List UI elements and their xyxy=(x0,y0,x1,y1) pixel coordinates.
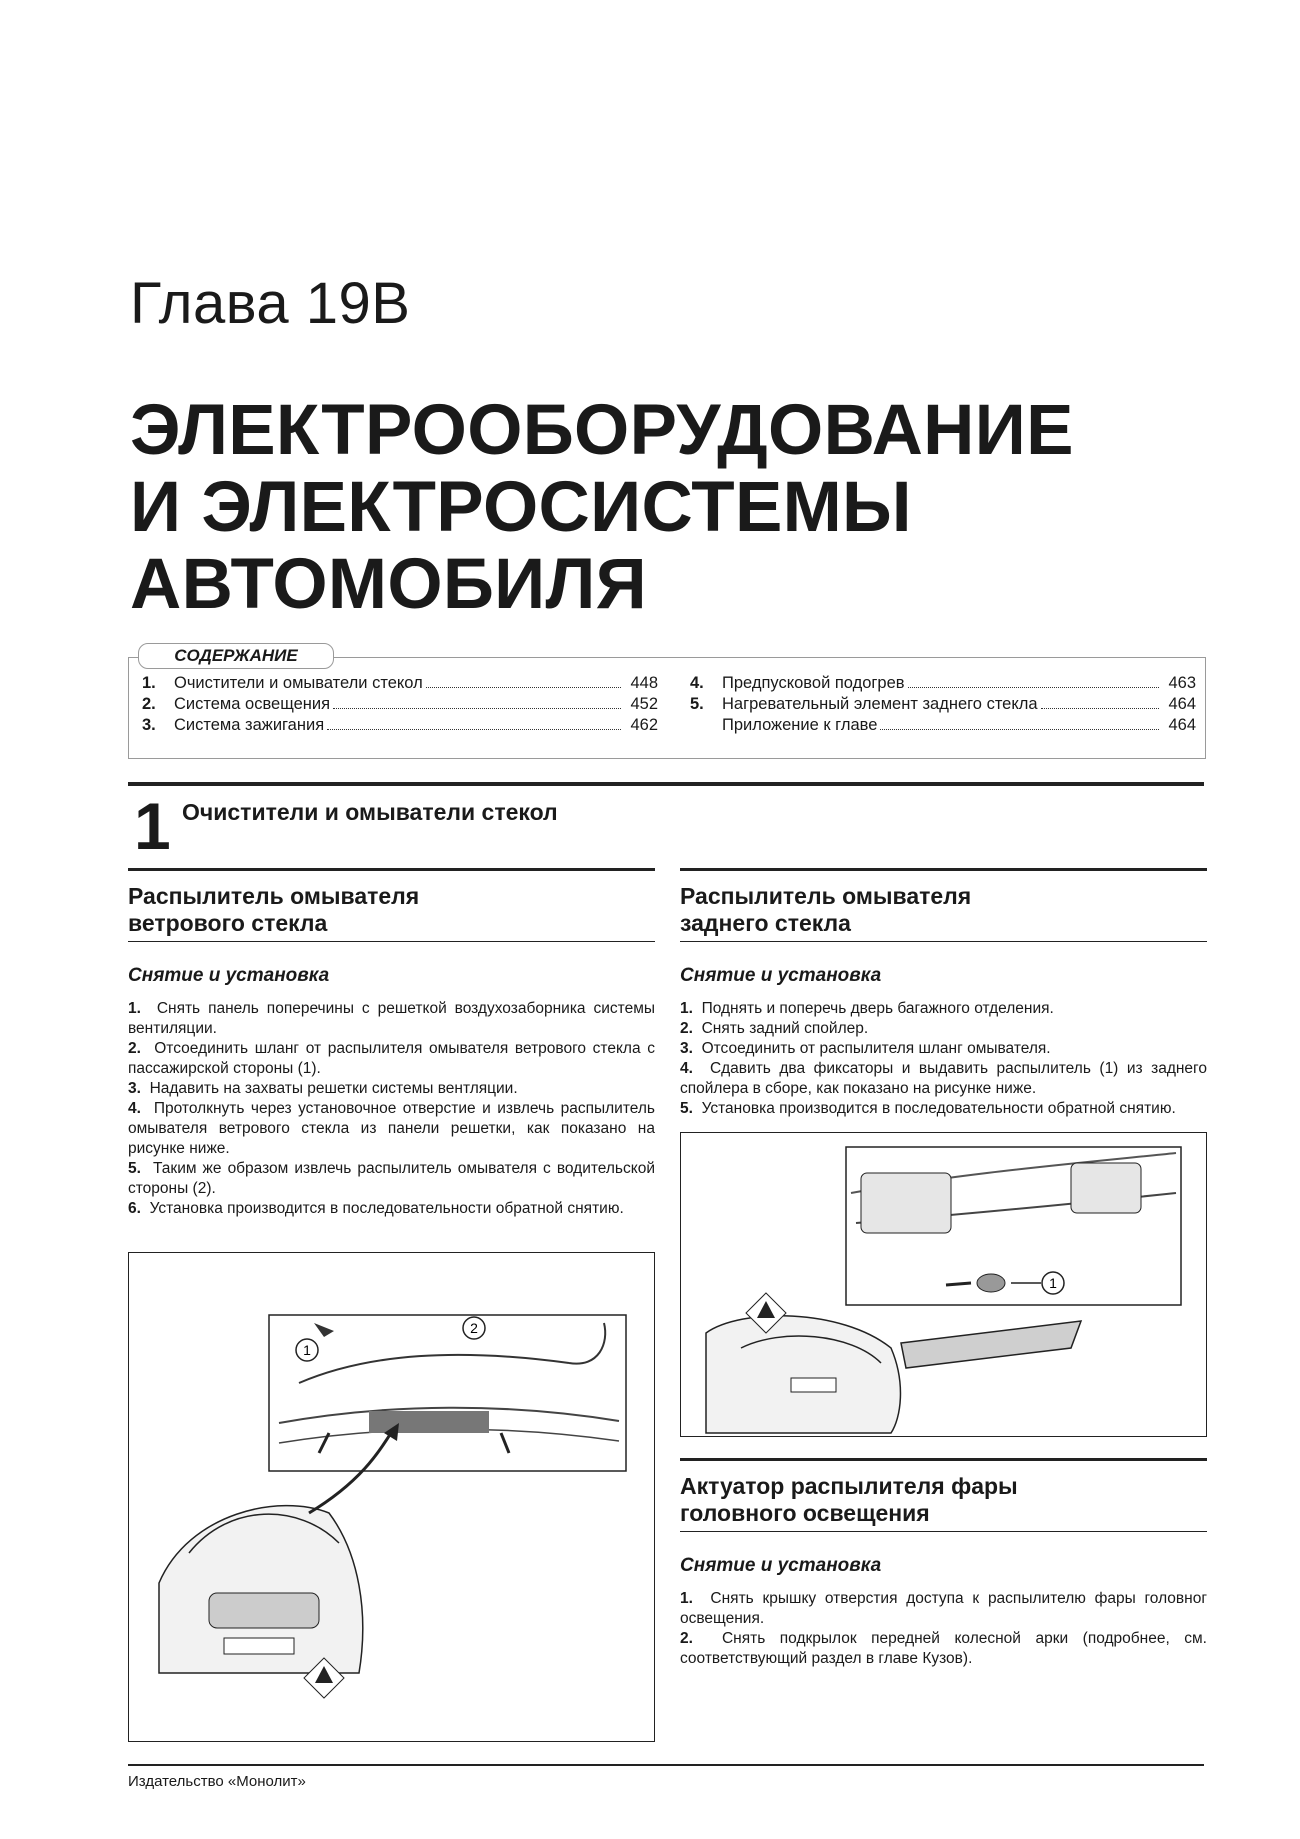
step-item xyxy=(128,1159,655,1199)
step-item xyxy=(680,1099,1207,1119)
toc-entry[interactable] xyxy=(690,715,1196,736)
subsection-title-line: Распылитель омывателя xyxy=(128,883,420,909)
step-text: Сдавить два фиксаторы и выдавить распылитель (1) из заднего спойлера в сборе, как показано на рисунке ниже. xyxy=(680,1060,1207,1097)
subsection-title-line: ветрового стекла xyxy=(128,910,328,936)
subsection-title xyxy=(128,883,655,942)
toc-entry-title: Предпусковой подогрев xyxy=(722,674,905,692)
procedure-heading: Снятие и установка xyxy=(680,1555,882,1576)
subsection-rule xyxy=(680,1458,1207,1461)
step-item xyxy=(680,1039,1207,1059)
chapter-title-line: ЭЛЕКТРООБОРУДОВАНИЕ xyxy=(130,391,1074,470)
rear-washer-figure xyxy=(680,1132,1207,1437)
step-text: Снять панель поперечины с решеткой воздухозаборника системы вентиляции. xyxy=(128,1000,655,1037)
toc-leader xyxy=(880,729,1159,730)
toc-entry-page: 464 xyxy=(1168,716,1196,734)
step-item xyxy=(128,999,655,1039)
step-text: Снять подкрылок передней колесной арки (подробнее, см. соответствующий раздел в главе Кузов). xyxy=(680,1630,1207,1667)
toc-heading: СОДЕРЖАНИЕ xyxy=(138,643,334,669)
chapter-title xyxy=(130,392,1074,623)
chapter-label: Глава 19В xyxy=(130,271,411,336)
publisher-label: Издательство «Монолит» xyxy=(128,1773,306,1790)
step-text: Установка производится в последовательности обратной снятию. xyxy=(701,1100,1176,1117)
chapter-title-line: АВТОМОБИЛЯ xyxy=(130,545,647,624)
toc-entry[interactable] xyxy=(690,694,1196,715)
chapter-title-line: И ЭЛЕКТРОСИСТЕМЫ xyxy=(130,468,912,547)
callout-label: 1 xyxy=(1049,1275,1057,1291)
step-item xyxy=(680,999,1207,1019)
procedure-heading: Снятие и установка xyxy=(128,965,330,986)
step-number: 5. xyxy=(680,1100,693,1117)
toc-entry-page: 462 xyxy=(630,716,658,734)
toc-entry-title: Очистители и омыватели стекол xyxy=(174,674,423,692)
callout-label: 2 xyxy=(470,1320,478,1336)
toc-entry-number: 2. xyxy=(142,695,156,713)
section-number: 1 xyxy=(134,789,171,863)
subsection-title xyxy=(680,1473,1207,1532)
subsection-rule xyxy=(680,868,1207,871)
step-number: 2. xyxy=(128,1040,141,1057)
right-column xyxy=(680,868,1207,1119)
toc-leader xyxy=(908,687,1159,688)
toc-entry[interactable] xyxy=(142,715,658,736)
subsection-title-line: Актуатор распылителя фары xyxy=(680,1473,1018,1499)
step-number: 3. xyxy=(128,1080,141,1097)
toc-right-column xyxy=(690,673,1196,736)
toc-leader xyxy=(426,687,621,688)
step-text: Отсоединить шланг от распылителя омывателя ветрового стекла с пассажирской стороны (1). xyxy=(128,1040,655,1077)
procedure-heading: Снятие и установка xyxy=(680,965,882,986)
toc-leader xyxy=(327,729,621,730)
toc-entry-number: 1. xyxy=(142,674,156,692)
toc-leader xyxy=(333,708,621,709)
step-item xyxy=(128,1099,655,1159)
toc-entry[interactable] xyxy=(142,694,658,715)
toc-entry-title: Приложение к главе xyxy=(722,716,878,734)
toc-leader xyxy=(1041,708,1159,709)
step-number: 2. xyxy=(680,1020,693,1037)
toc-entry-title: Система зажигания xyxy=(174,716,325,734)
toc-entry-page: 464 xyxy=(1168,695,1196,713)
toc-entry-page: 452 xyxy=(630,695,658,713)
toc-entry-page: 448 xyxy=(630,674,658,692)
step-number: 2. xyxy=(680,1630,693,1647)
toc-entry-number: 4. xyxy=(690,674,704,692)
step-text: Отсоединить от распылителя шланг омывателя. xyxy=(701,1040,1051,1057)
subsection-title xyxy=(680,883,1207,942)
step-item xyxy=(680,1059,1207,1099)
step-number: 1. xyxy=(680,1000,693,1017)
subsection-title-line: Распылитель омывателя xyxy=(680,883,972,909)
step-item xyxy=(128,1079,655,1099)
step-list xyxy=(680,999,1207,1119)
section-rule xyxy=(128,782,1204,786)
step-number: 4. xyxy=(128,1100,141,1117)
step-text: Таким же образом извлечь распылитель омывателя с водительской стороны (2). xyxy=(128,1160,655,1197)
toc-entry[interactable] xyxy=(690,673,1196,694)
step-text: Поднять и поперечь дверь багажного отделения. xyxy=(701,1000,1054,1017)
left-column xyxy=(128,868,655,1219)
toc-entry-number: 5. xyxy=(690,695,704,713)
step-text: Снять задний спойлер. xyxy=(701,1020,869,1037)
step-text: Надавить на захваты решетки системы вентляции. xyxy=(149,1080,518,1097)
step-list xyxy=(128,999,655,1219)
step-number: 5. xyxy=(128,1160,141,1177)
right-column-lower xyxy=(680,1458,1207,1669)
step-number: 3. xyxy=(680,1040,693,1057)
step-item xyxy=(680,1019,1207,1039)
windshield-washer-illustration xyxy=(129,1253,654,1741)
toc-entry-page: 463 xyxy=(1168,674,1196,692)
subsection-title-line: головного освещения xyxy=(680,1500,930,1526)
step-number: 1. xyxy=(680,1590,693,1607)
step-number: 6. xyxy=(128,1200,141,1217)
step-text: Протолкнуть через установочное отверстие и извлечь распылитель омывателя ветрового стекла из панели решетки, как показано на рисунке ниже. xyxy=(128,1100,655,1157)
step-item xyxy=(128,1199,655,1219)
step-number: 1. xyxy=(128,1000,141,1017)
toc-entry-number: 3. xyxy=(142,716,156,734)
toc-entry-title: Нагревательный элемент заднего стекла xyxy=(722,695,1038,713)
step-number: 4. xyxy=(680,1060,693,1077)
step-item xyxy=(680,1629,1207,1669)
step-text: Снять крышку отверстия доступа к распылителю фары головног освещения. xyxy=(680,1590,1207,1627)
step-item xyxy=(680,1589,1207,1629)
step-item xyxy=(128,1039,655,1079)
footer-rule xyxy=(128,1764,1204,1766)
toc-entry[interactable] xyxy=(142,673,658,694)
callout-label: 1 xyxy=(303,1342,311,1358)
rear-washer-illustration xyxy=(681,1133,1206,1436)
section-title: Очистители и омыватели стекол xyxy=(182,799,558,825)
toc-left-column xyxy=(142,673,658,736)
step-list xyxy=(680,1589,1207,1669)
subsection-title-line: заднего стекла xyxy=(680,910,851,936)
step-text: Установка производится в последовательности обратной снятию. xyxy=(149,1200,624,1217)
windshield-washer-figure xyxy=(128,1252,655,1742)
toc-entry-title: Система освещения xyxy=(174,695,331,713)
subsection-rule xyxy=(128,868,655,871)
